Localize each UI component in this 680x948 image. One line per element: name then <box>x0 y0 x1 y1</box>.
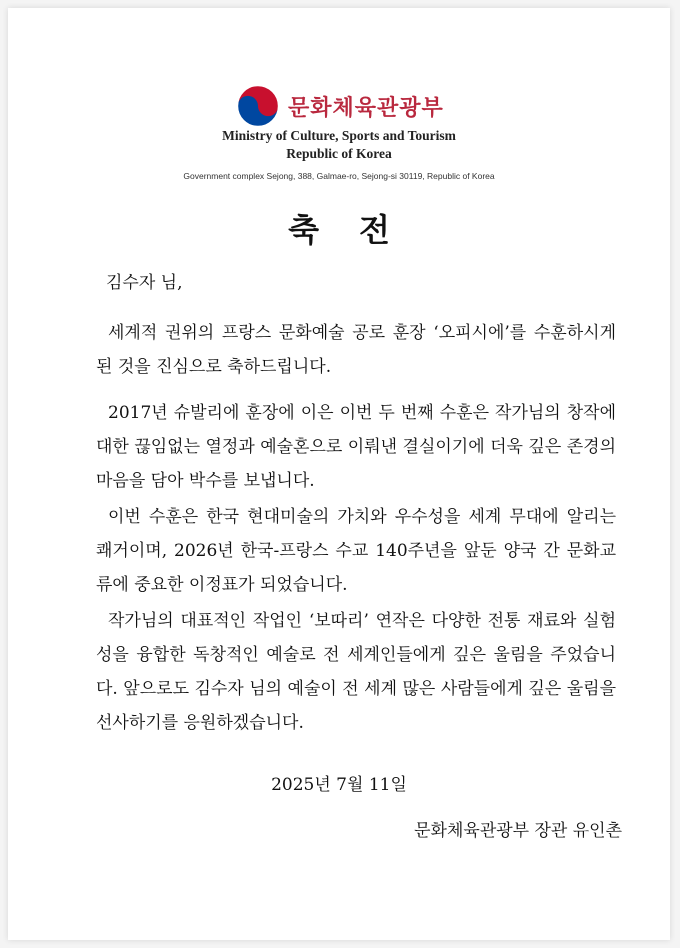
recipient-salutation: 김수자 님, <box>106 273 183 293</box>
paragraph-2: 2017년 슈발리에 훈장에 이은 이번 두 번째 수훈은 작가님의 창작에 대한 끊임없는 열정과 예술혼으로 이뤄낸 결실이기에 더욱 깊은 존경의 마음을 담아 박수를 보냅니다. <box>96 403 616 491</box>
letterhead-logo <box>236 78 444 134</box>
paragraph-3: 이번 수훈은 한국 현대미술의 가치와 우수성을 세계 무대에 알리는 쾌거이며, 2026년 한국-프랑스 수교 140주년을 앞둔 양국 간 문화교류에 중요한 이정표가 되었습니다. <box>96 507 616 595</box>
letter-date: 2025년 7월 11일 <box>271 775 407 795</box>
document-title: 축전 <box>288 211 430 249</box>
ministry-country: Republic of Korea <box>286 146 392 161</box>
ministry-address: Government complex Sejong, 388, Galmae-ro, Sejong-si 30119, Republic of Korea <box>183 171 495 181</box>
taegeuk-emblem-icon <box>236 84 280 128</box>
signature: 문화체육관광부 장관 유인촌 <box>414 821 622 841</box>
paragraph-4: 작가님의 대표적인 작업인 ‘보따리’ 연작은 다양한 전통 재료와 실험성을 융합한 독창적인 예술로 전 세계인들에게 깊은 울림을 주었습니다. 앞으로도 김수자 님의 예술이 전 세계 많은 사람들에게 깊은 울림을 선사하기를 응원하겠습니다. <box>96 611 616 733</box>
ministry-name-korean: 문화체육관광부 <box>288 95 444 121</box>
letter-page <box>8 8 670 940</box>
paragraph-1: 세계적 권위의 프랑스 문화예술 공로 훈장 ‘오피시에’를 수훈하시게 된 것을 진심으로 축하드립니다. <box>96 323 616 377</box>
ministry-name-english: Ministry of Culture, Sports and Tourism <box>222 128 456 143</box>
